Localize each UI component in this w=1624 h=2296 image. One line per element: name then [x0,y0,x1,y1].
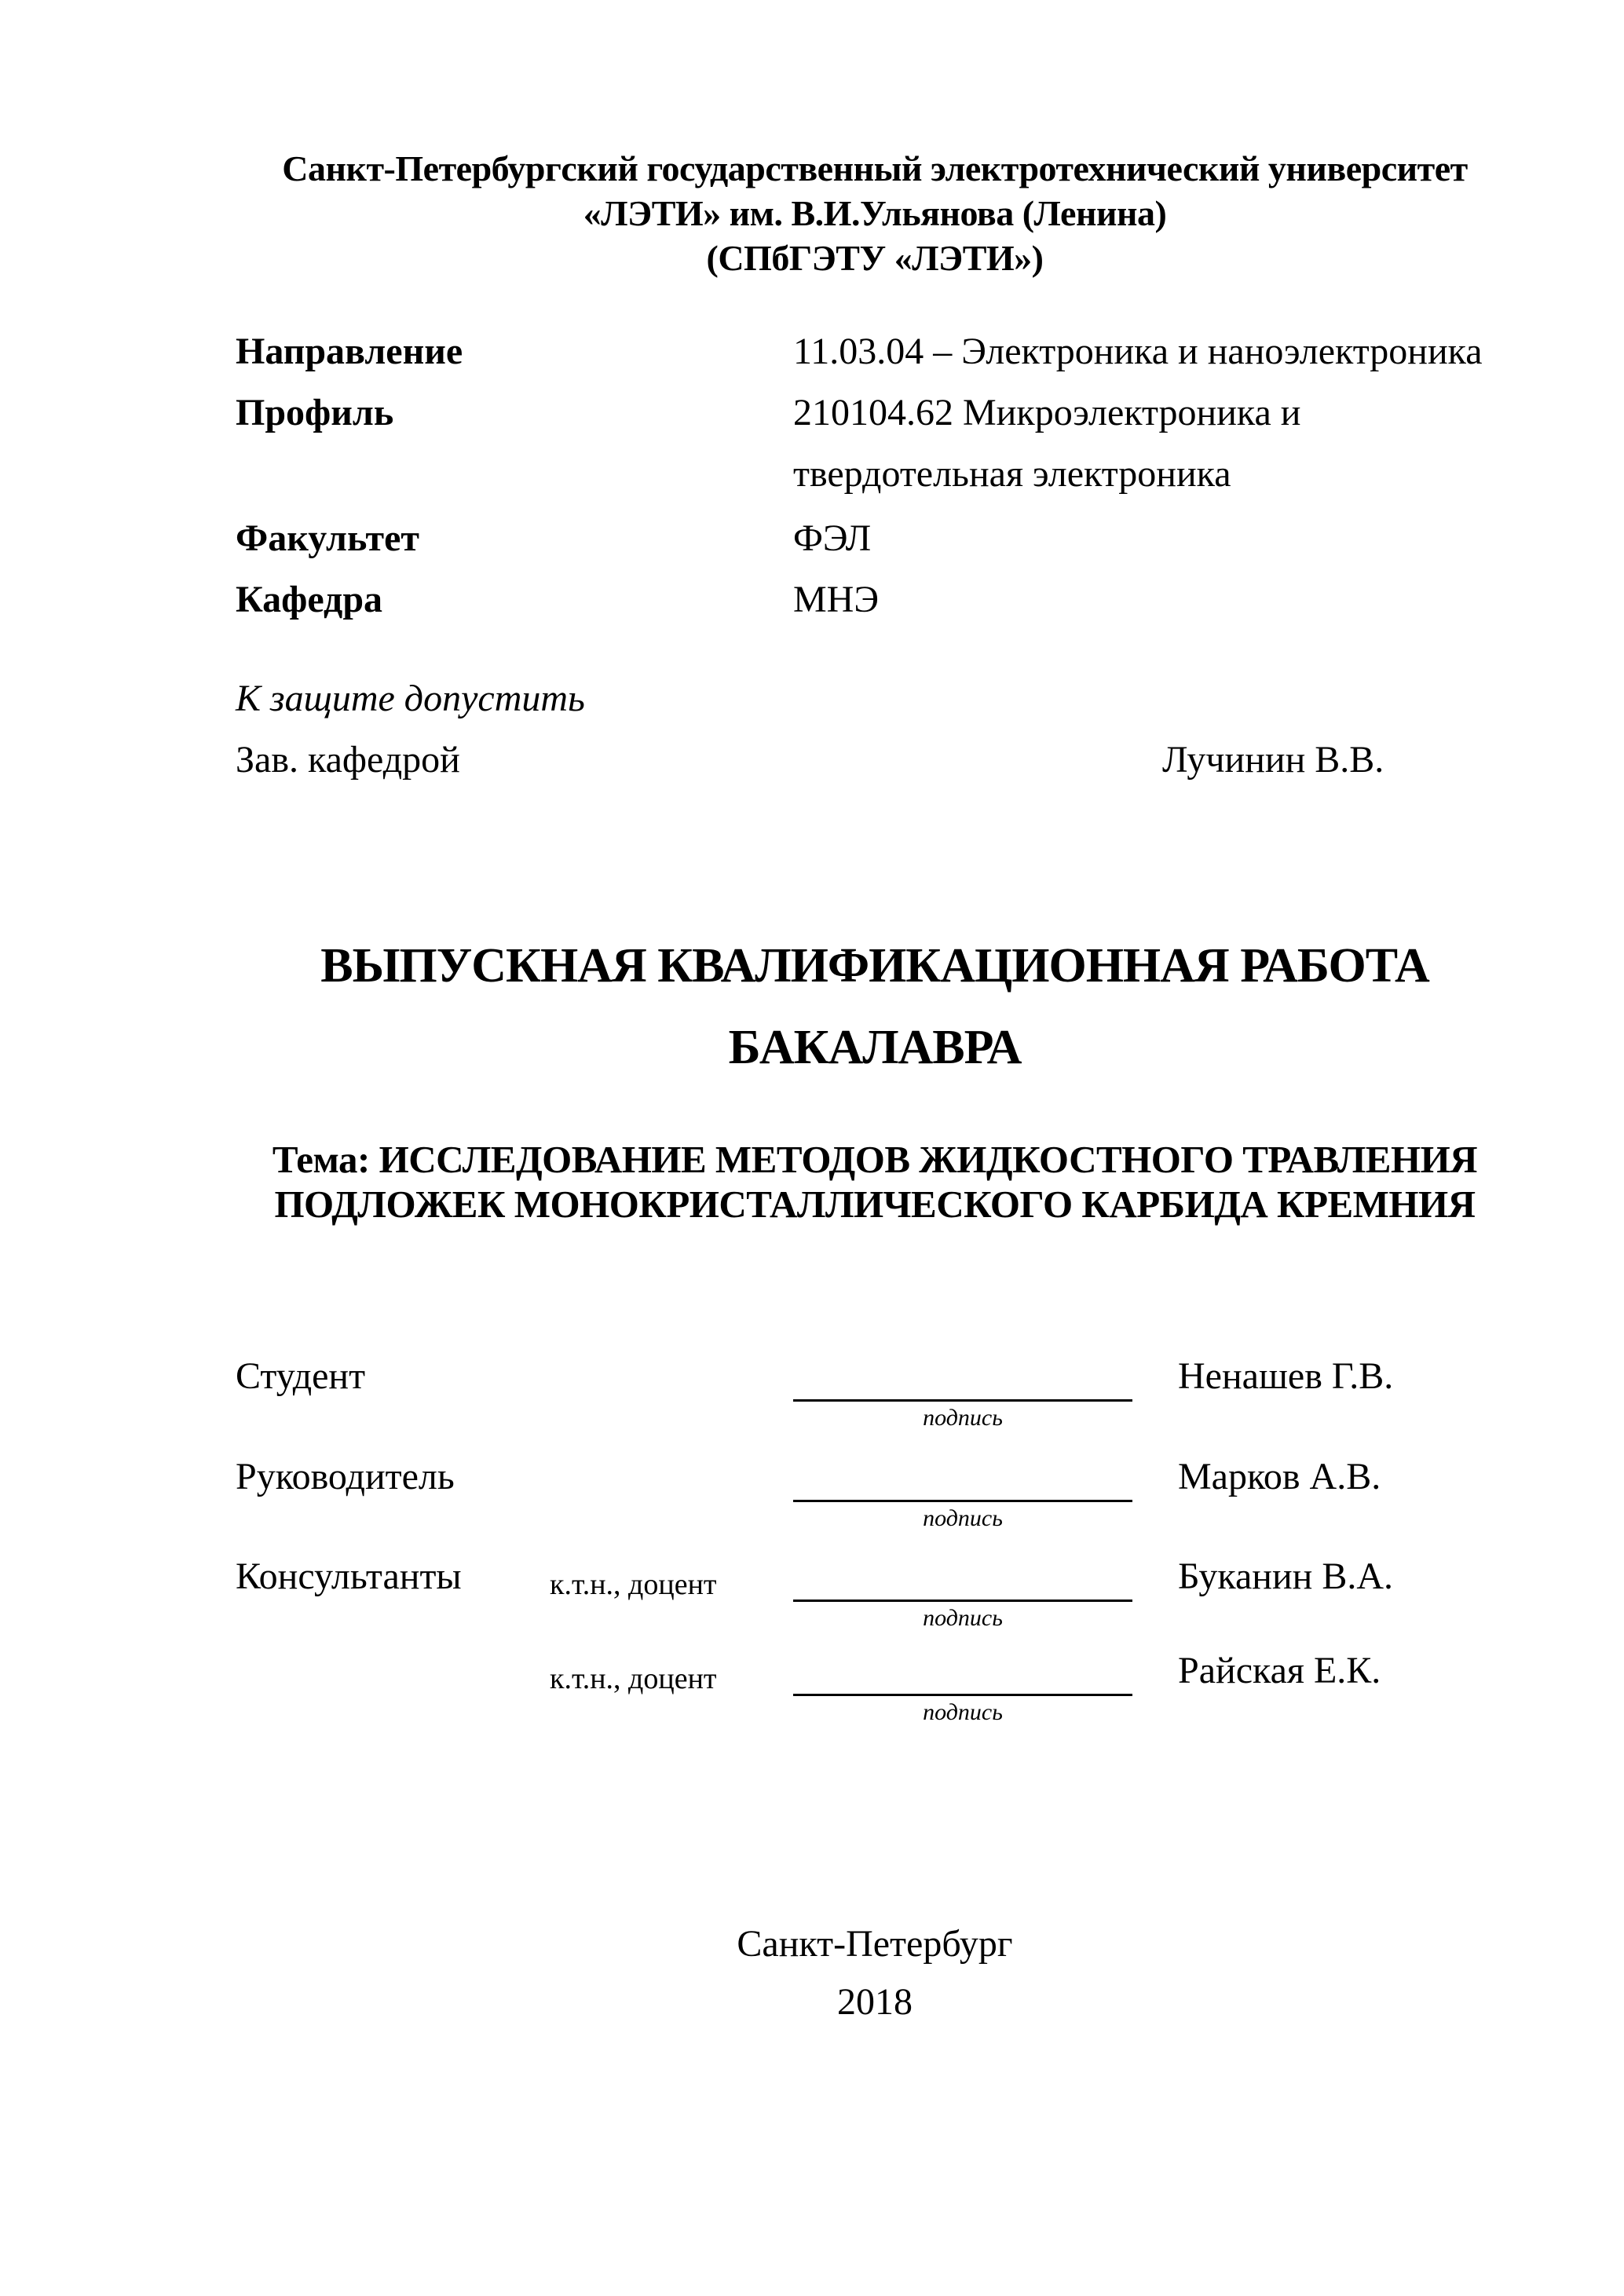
signature-line [793,1355,1132,1402]
consultant-1-name: Буканин В.А. [1178,1556,1394,1597]
signature-row-consultant-2 [236,1649,1514,1747]
consultants-role-label: Консультанты [236,1556,462,1597]
topic-block [236,1137,1514,1227]
signature-line [793,1455,1132,1502]
department-value: МНЭ [793,579,880,620]
topic-line1: Тема: ИССЛЕДОВАНИЕ МЕТОДОВ ЖИДКОСТНОГО ТРАВЛЕНИЯ [272,1138,1478,1181]
signature-caption: подпись [923,1405,1003,1431]
footer-year: 2018 [837,1981,913,2023]
info-row-profile-continued [236,452,1514,499]
profile-value-continued: твердотельная электроника [793,453,1231,495]
direction-value: 11.03.04 – Электроника и наноэлектроника [793,331,1483,372]
info-row-department [236,578,1514,625]
footer-city: Санкт-Петербург [737,1923,1013,1965]
signature-caption: подпись [923,1699,1003,1725]
head-of-department-label: Зав. кафедрой [236,739,460,781]
university-name-line2: «ЛЭТИ» им. В.И.Ульянова (Ленина) [583,193,1167,233]
work-title [236,925,1514,1088]
university-header [236,146,1514,280]
signature-row-supervisor [236,1455,1514,1553]
university-name-line3: (СПбГЭТУ «ЛЭТИ») [706,238,1044,278]
signature-caption: подпись [923,1605,1003,1631]
signature-line [793,1649,1132,1696]
work-title-line1: ВЫПУСКНАЯ КВАЛИФИКАЦИОННАЯ РАБОТА [320,939,1429,993]
faculty-label: Факультет [236,517,419,559]
supervisor-name: Марков А.В. [1178,1456,1381,1497]
department-label: Кафедра [236,579,383,620]
signature-line [793,1555,1132,1602]
info-row-faculty [236,517,1514,564]
signature-row-consultant-1 [236,1555,1514,1653]
consultant-2-name: Райская Е.К. [1178,1650,1381,1691]
work-title-line2: БАКАЛАВРА [728,1021,1022,1074]
topic-line2: ПОДЛОЖЕК МОНОКРИСТАЛЛИЧЕСКОГО КАРБИДА КРЕМНИЯ [274,1183,1476,1226]
consultant-2-degree: к.т.н., доцент [550,1662,717,1695]
admit-to-defence-line: К защите допустить [236,678,585,719]
direction-label: Направление [236,331,463,372]
info-row-direction [236,330,1514,377]
supervisor-role-label: Руководитель [236,1456,455,1497]
university-name-line1: Санкт-Петербургский государственный электротехнический университет [282,148,1468,188]
signature-caption: подпись [923,1505,1003,1531]
signature-row-student [236,1355,1514,1453]
student-name: Ненашев Г.В. [1178,1355,1394,1397]
profile-value: 210104.62 Микроэлектроника и [793,392,1301,433]
consultant-1-degree: к.т.н., доцент [550,1568,717,1601]
profile-label: Профиль [236,392,394,433]
info-row-profile [236,391,1514,438]
faculty-value: ФЭЛ [793,517,872,559]
student-role-label: Студент [236,1355,366,1397]
head-of-department-row [236,738,1514,785]
head-of-department-name: Лучинин В.В. [1162,739,1384,781]
